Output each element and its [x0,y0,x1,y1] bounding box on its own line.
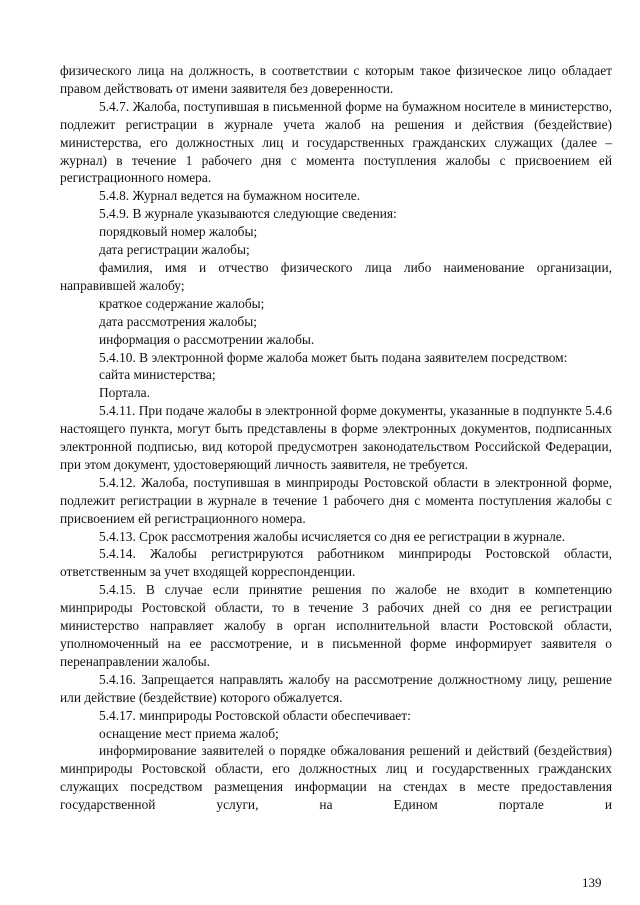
list-item: оснащение мест приема жалоб; [99,725,279,741]
list-item: Портала. [99,385,150,401]
paragraph: физического лица на должность, в соответствии с которым такое физическое лицо обладает правом действовать от имени заявителя без доверенности. [60,63,612,96]
document-body [60,62,612,814]
list-item: дата регистрации жалобы; [99,242,250,258]
list-item: информирование заявителей о порядке обжалования решений и действий (бездействия) минприроды Ростовской области, его должностных лиц и государственных гражданских служащих посредством размещения информации на стендах в месте предоставления государственной услуги, на Едином портале и [60,743,612,813]
paragraph: 5.4.10. В электронной форме жалоба может быть подана заявителем посредством: [99,349,568,365]
paragraph: 5.4.15. В случае если принятие решения по жалобе не входит в компетенцию минприроды Ростовской области, то в течение 3 рабочих дней со дня ее регистрации министерство направляет жалобу в орган исполнительной власти Ростовской области, уполномоченный на ее рассмотрение, и в письменной форме информирует заявителя о перенаправлении жалобы. [60,582,612,669]
paragraph: 5.4.14. Жалобы регистрируются работником минприроды Ростовской области, ответственным за учет входящей корреспонденции. [60,546,612,580]
list-item: сайта министерства; [99,367,216,383]
page-number: 139 [582,875,602,890]
paragraph: 5.4.11. При подаче жалобы в электронной форме документы, указанные в подпункте 5.4.6 настоящего пункта, могут быть представлены в форме электронных документов, подписанных электронной подписью, вид которой предусмотрен законодательством Российской Федерации, при этом документ, удостоверяющий личность заявителя, не требуется. [60,403,612,472]
paragraph: 5.4.7. Жалоба, поступившая в письменной форме на бумажном носителе в министерство, подлежит регистрации в журнале учета жалоб на решения и действия (бездействие) министерства, его должностных лиц и государственных гражданских служащих (далее – журнал) в течение 1 рабочего дня с момента поступления жалобы с присвоением ей регистрационного номера. [60,98,612,186]
paragraph: 5.4.8. Журнал ведется на бумажном носителе. [99,188,361,204]
list-item: краткое содержание жалобы; [99,295,265,311]
list-item: дата рассмотрения жалобы; [99,313,257,329]
paragraph: 5.4.13. Срок рассмотрения жалобы исчисляется со дня ее регистрации в журнале. [99,528,566,544]
paragraph: 5.4.12. Жалоба, поступившая в минприроды Ростовской области в электронной форме, подлежит регистрации в журнале в течение 1 рабочего дня с момента поступления жалобы с присвоением ей регистрационного номера. [60,474,612,526]
list-item: фамилия, имя и отчество физического лица либо наименование организации, направившей жалобу; [60,259,612,293]
list-item: информация о рассмотрении жалобы. [99,331,315,347]
list-item: порядковый номер жалобы; [99,224,258,240]
paragraph: 5.4.17. минприроды Ростовской области обеспечивает: [99,707,411,723]
paragraph: 5.4.9. В журнале указываются следующие сведения: [99,206,397,222]
paragraph: 5.4.16. Запрещается направлять жалобу на рассмотрение должностному лицу, решение или действие (бездействие) которого обжалуется. [60,671,612,705]
